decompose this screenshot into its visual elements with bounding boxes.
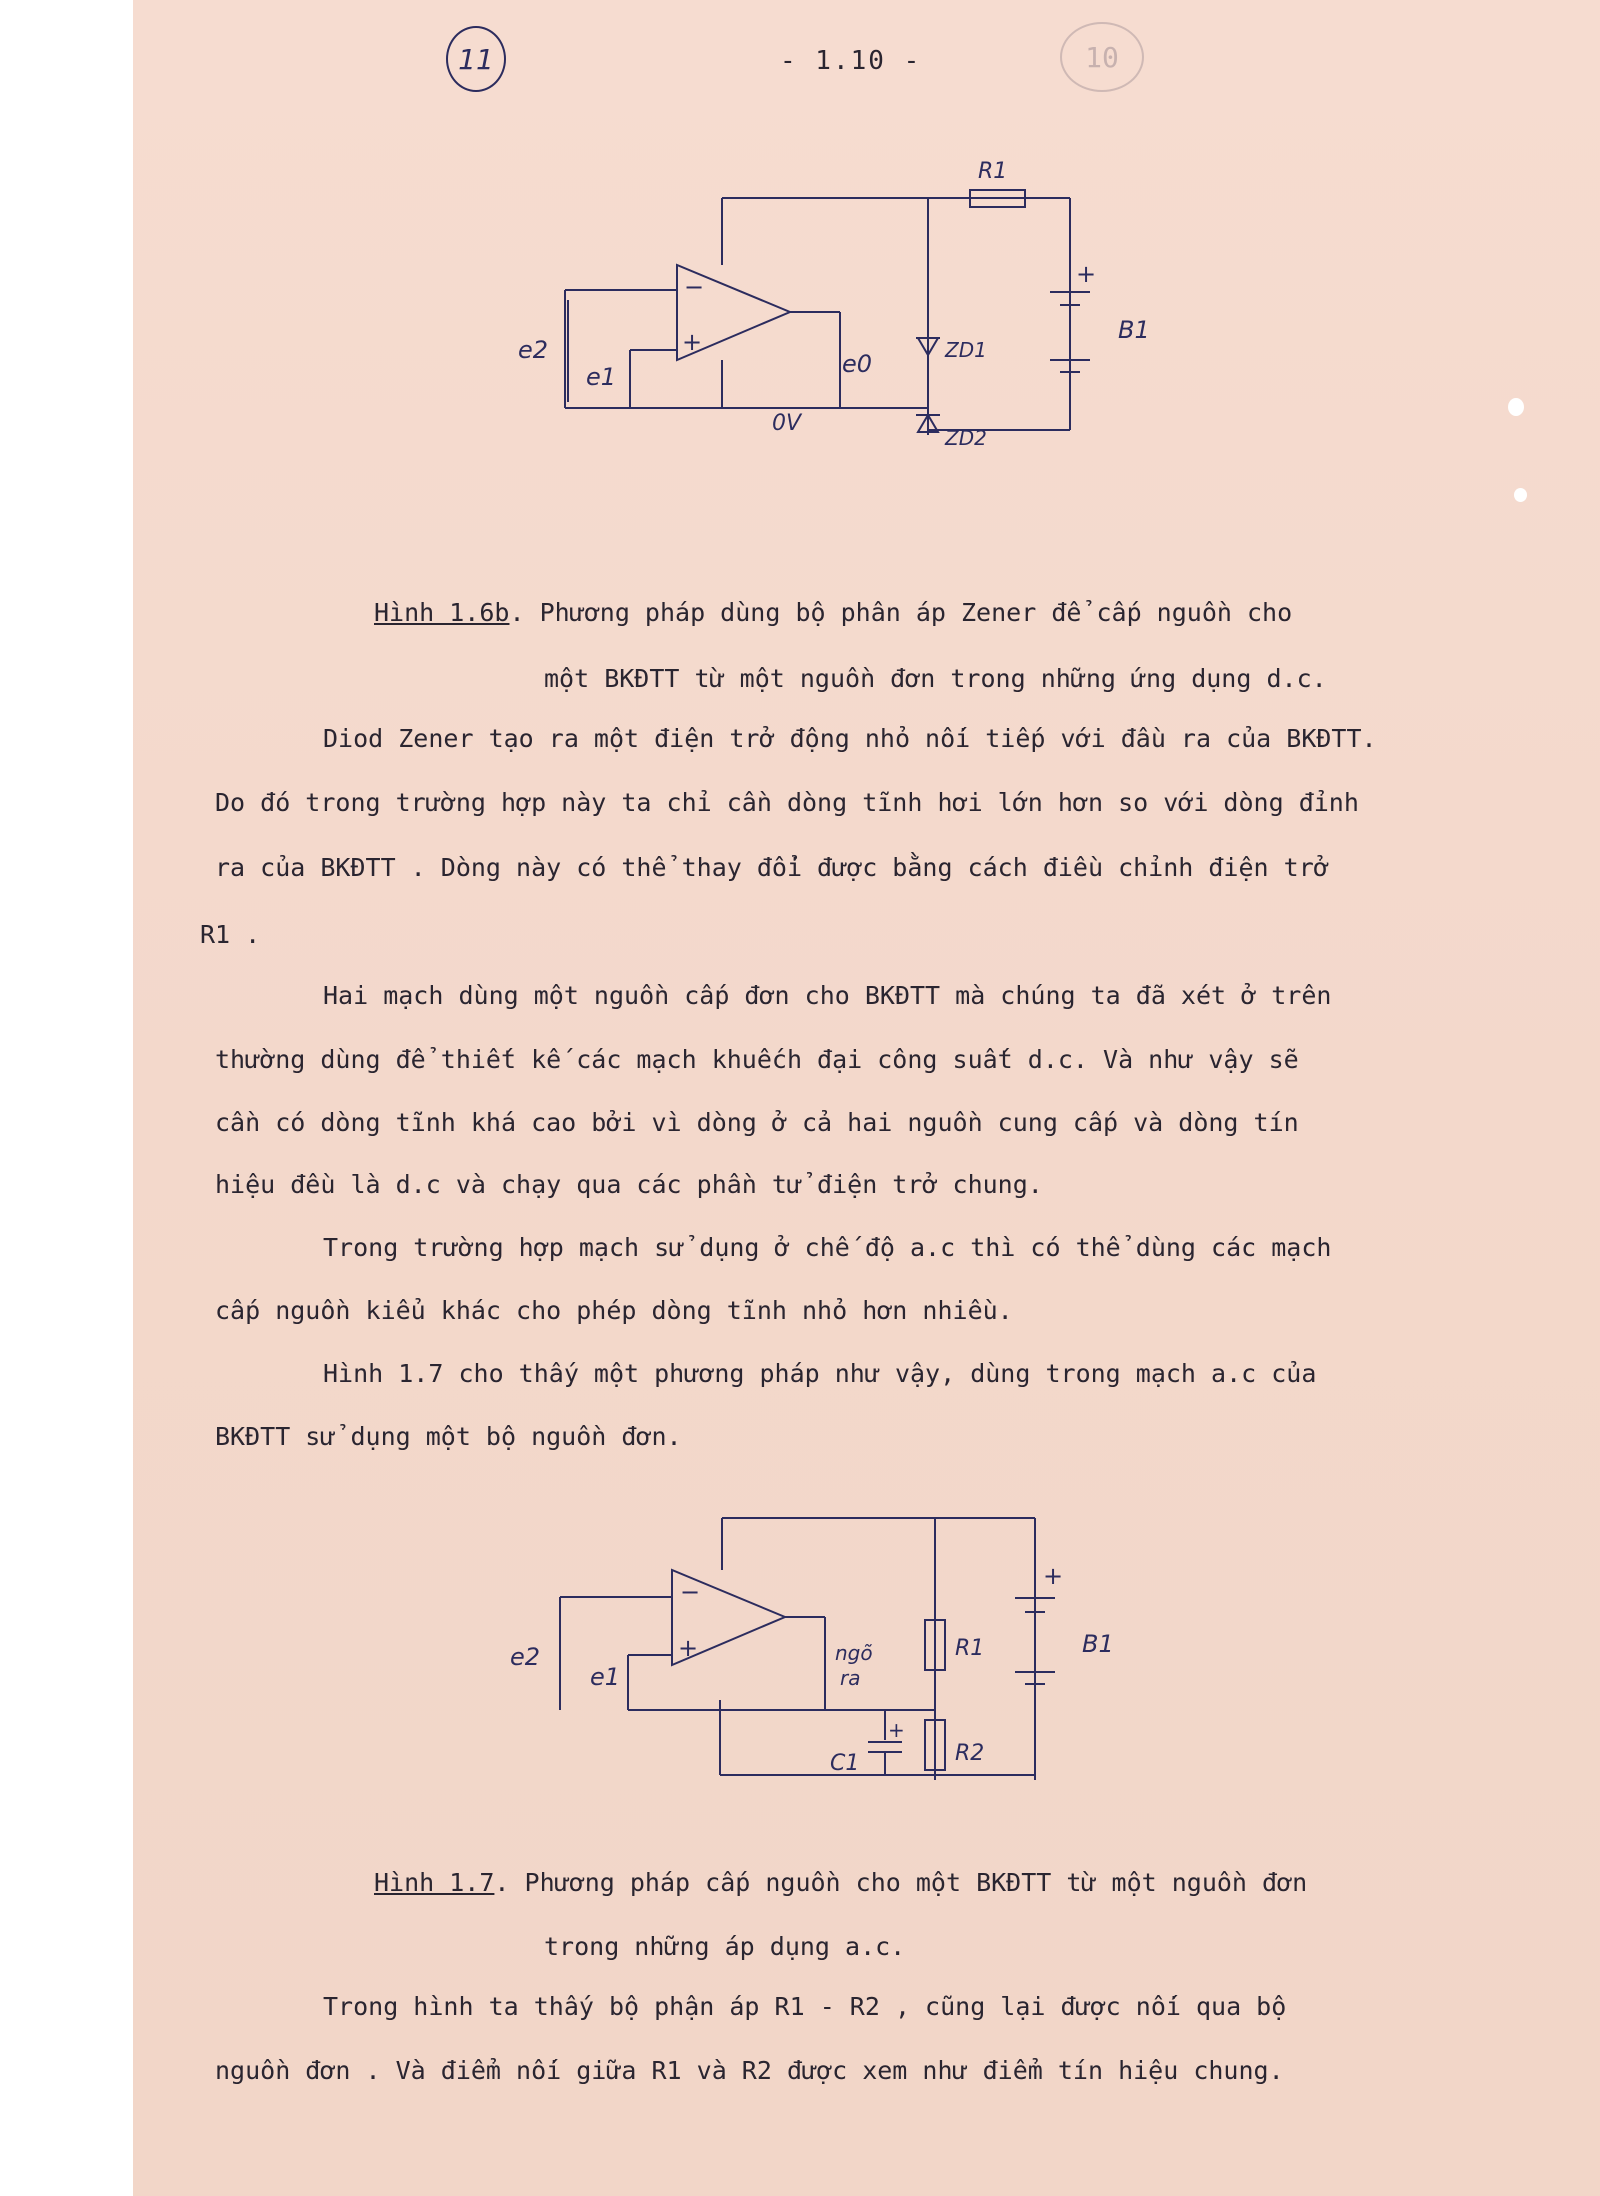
- punch-hole: [1514, 488, 1527, 502]
- ghost-page-text: 10: [1085, 40, 1119, 74]
- r2-label: R2: [955, 1741, 985, 1766]
- battery-plus-label: +: [1043, 1562, 1064, 1590]
- paragraph-line: BKĐTT sử dụng một bộ nguồn đơn.: [215, 1422, 682, 1451]
- e1-label: e1: [586, 363, 617, 391]
- paragraph-line: Do đó trong trường hợp này ta chỉ cần dòng tĩnh hơi lớn hơn so với dòng đỉnh: [215, 788, 1359, 817]
- caption-line: . Phương pháp dùng bộ phân áp Zener để cấp nguồn cho: [509, 598, 1293, 627]
- opamp-plus-label: +: [678, 1634, 699, 1662]
- punch-hole: [1508, 398, 1524, 416]
- c1-label: C1: [830, 1751, 860, 1776]
- opamp-minus-label: −: [680, 1578, 701, 1606]
- cap-plus-label: +: [888, 1718, 905, 1742]
- e2-label: e2: [518, 336, 549, 364]
- b1-label: B1: [1118, 316, 1150, 344]
- paragraph-line: Trong trường hợp mạch sử dụng ở chế độ a.c thì có thể dùng các mạch: [323, 1233, 1332, 1262]
- caption-line: . Phương pháp cấp nguồn cho một BKĐTT từ một nguồn đơn: [494, 1868, 1308, 1897]
- zd2-label: ZD2: [945, 426, 987, 450]
- paragraph-line: R1 .: [200, 920, 261, 949]
- r1-label: R1: [978, 159, 1008, 184]
- e0-label: e0: [842, 350, 873, 378]
- paragraph-line: Trong hình ta thấy bộ phận áp R1 - R2 , cũng lại được nối qua bộ: [323, 1992, 1287, 2021]
- output-label-line1: ngõ: [835, 1641, 873, 1665]
- paragraph-line: thường dùng để thiết kế các mạch khuếch đại công suất d.c. Và như vậy sẽ: [215, 1045, 1299, 1074]
- opamp-minus-label: −: [684, 273, 705, 301]
- figure-caption-1-7-line2: trong những áp dụng a.c.: [544, 1932, 906, 1961]
- circled-page-mark: [446, 26, 506, 92]
- page-number: - 1.10 -: [780, 46, 922, 76]
- figure-caption-1-7: [374, 1850, 1307, 1916]
- paragraph-line: cấp nguồn kiểu khác cho phép dòng tĩnh nhỏ hơn nhiều.: [215, 1296, 1013, 1325]
- paragraph-line: nguồn đơn . Và điểm nối giữa R1 và R2 được xem như điểm tín hiệu chung.: [215, 2056, 1284, 2085]
- paragraph-line: Hai mạch dùng một nguồn cấp đơn cho BKĐTT mà chúng ta đã xét ở trên: [323, 981, 1332, 1010]
- paragraph-line: cần có dòng tĩnh khá cao bởi vì dòng ở cả hai nguồn cung cấp và dòng tín: [215, 1108, 1299, 1137]
- battery-plus-label: +: [1076, 260, 1097, 288]
- b1-label: B1: [1082, 1630, 1114, 1658]
- ghost-page-mark: [1060, 22, 1144, 92]
- ov-label: 0V: [772, 411, 802, 436]
- paragraph-line: hiệu đều là d.c và chạy qua các phần tử điện trở chung.: [215, 1170, 1043, 1199]
- paragraph-line: Diod Zener tạo ra một điện trở động nhỏ nối tiếp với đầu ra của BKĐTT.: [323, 724, 1377, 753]
- output-label-line2: ra: [840, 1666, 861, 1690]
- paragraph-line: ra của BKĐTT . Dòng này có thể thay đổi được bằng cách điều chỉnh điện trở: [215, 853, 1329, 882]
- e2-label: e2: [510, 1643, 541, 1671]
- figure-caption-1-6b-line2: một BKĐTT từ một nguồn đơn trong những ứng dụng d.c.: [544, 664, 1327, 693]
- paragraph-line: Hình 1.7 cho thấy một phương pháp như vậy, dùng trong mạch a.c của: [323, 1359, 1317, 1388]
- opamp-plus-label: +: [682, 328, 703, 356]
- zd1-label: ZD1: [945, 338, 987, 362]
- figure-label: Hình 1.6b: [374, 598, 510, 627]
- figure-label: Hình 1.7: [374, 1868, 495, 1897]
- r1-label: R1: [955, 1636, 985, 1661]
- circled-page-text: 11: [458, 42, 494, 76]
- e1-label: e1: [590, 1663, 621, 1691]
- figure-caption-1-6b: [374, 580, 1292, 646]
